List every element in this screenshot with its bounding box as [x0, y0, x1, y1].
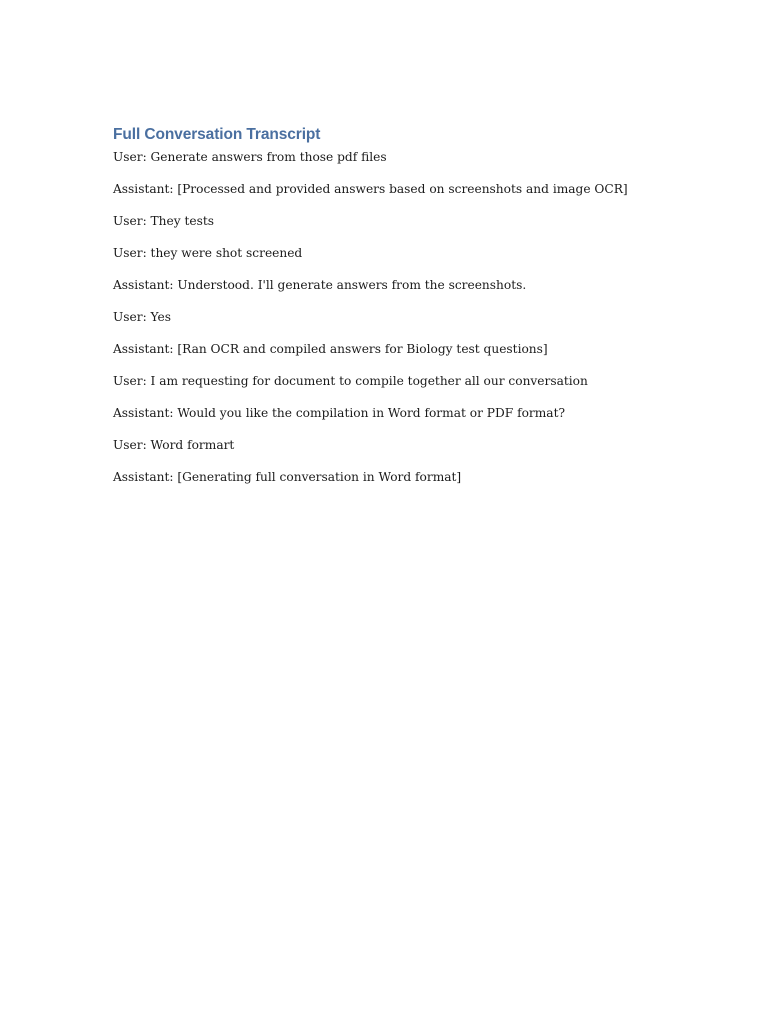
transcript-lines [113, 150, 673, 484]
transcript-line: Assistant: Would you like the compilation in Word format or PDF format? [113, 406, 565, 420]
transcript-line: Assistant: [Generating full conversation in Word format] [113, 470, 462, 484]
document-body [113, 125, 673, 502]
transcript-line: Assistant: [Processed and provided answers based on screenshots and image OCR] [113, 182, 628, 196]
document-title: Full Conversation Transcript [113, 126, 321, 143]
transcript-line: User: Yes [113, 310, 171, 324]
transcript-line: User: I am requesting for document to compile together all our conversation [113, 374, 588, 388]
transcript-line: User: They tests [113, 214, 215, 228]
transcript-line: Assistant: Understood. I'll generate answers from the screenshots. [113, 278, 527, 292]
transcript-line: Assistant: [Ran OCR and compiled answers for Biology test questions] [113, 342, 548, 356]
transcript-line: User: Word formart [113, 438, 235, 452]
transcript-line: User: they were shot screened [113, 246, 303, 260]
transcript-line: User: Generate answers from those pdf files [113, 150, 387, 164]
